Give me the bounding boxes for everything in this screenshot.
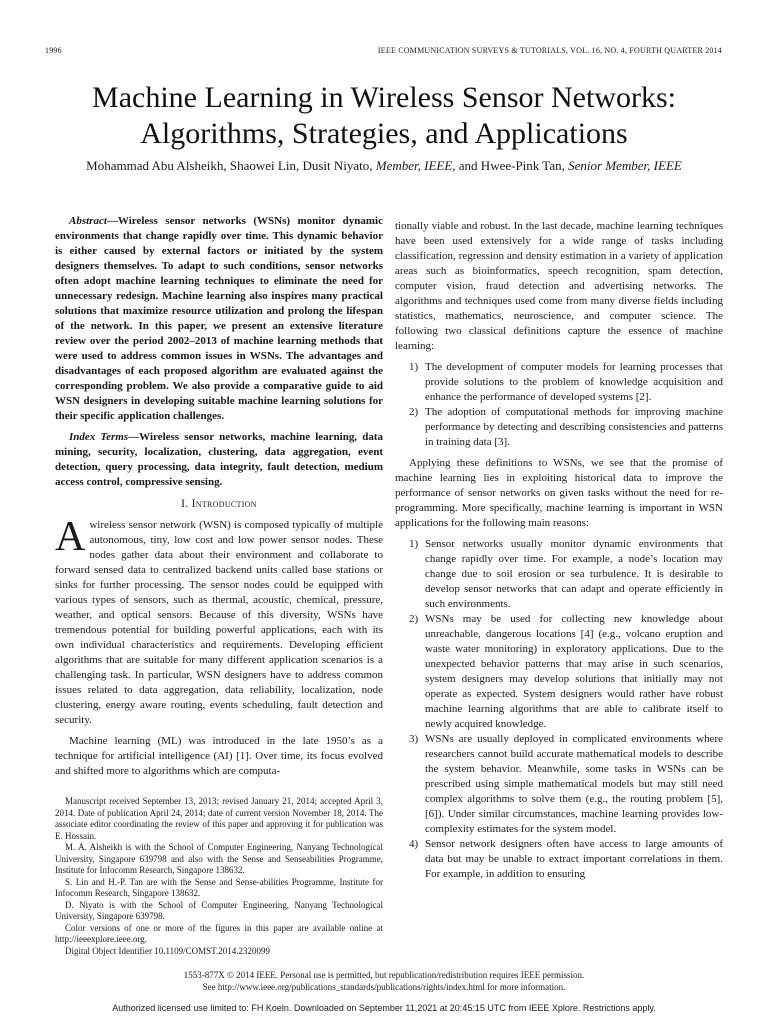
list-item — [395, 360, 723, 405]
footnote-manuscript: Manuscript received September 13, 2013; revised January 21, 2014; accepted April 3, 2014. Date of publication April 24, 2014; date of current version November 18, 2014. The associate editor coordinating the review of this paper and approving it for publication was E. Hossain. — [55, 796, 383, 841]
list-item — [395, 612, 723, 732]
index-terms-text: —Wireless sensor networks, machine learning, data mining, security, localization, clustering, data aggregation, event detection, query processing, data integrity, fault detection, medium access control, compressive sensing. — [55, 431, 383, 488]
abstract-text: —Wireless sensor networks (WSNs) monitor dynamic environments that change rapidly over time. This dynamic behavior is either caused by external factors or initiated by the system designers themselves. To adapt to such conditions, sensor networks often adopt machine learning techniques to eliminate the need for unnecessary redesign. Machine learning also inspires many practical solutions that maximize resource utilization and prolong the lifespan of the network. In this paper, we present an extensive literature review over the period 2002–2013 of machine learning methods that were used to address common issues in WSNs. The advantages and disadvantages of each proposed algorithm are evaluated against the corresponding problem. We also provide a comparative guide to aid WSN designers in developing suitable machine learning solutions for their specific application challenges. — [55, 215, 383, 422]
journal-header: IEEE COMMUNICATION SURVEYS & TUTORIALS, VOL. 16, NO. 4, FOURTH QUARTER 2014 — [377, 46, 722, 55]
list-text: The adoption of computational methods for improving machine performance by detecting and describing consistencies and patterns in training data [3]. — [425, 406, 723, 448]
list-number: 4) — [409, 838, 419, 850]
list-number: 2) — [409, 613, 419, 625]
list-item — [395, 837, 723, 882]
footnote-color-versions: Color versions of one or more of the figures in this paper are available online at http://ieeexplore.ieee.org. — [55, 922, 383, 944]
author-names-2: , and Hwee-Pink Tan, — [452, 158, 569, 173]
copyright-notice — [0, 969, 768, 993]
left-column — [55, 214, 383, 785]
list-item — [395, 537, 723, 612]
list-text: Sensor network designers often have access to large amounts of data but may be unable to extract important correlations in them. For example, in addition to ensuring — [425, 838, 723, 880]
paper-title — [0, 80, 768, 152]
ml-intro-paragraph: tionally viable and robust. In the last decade, machine learning techniques have been used extensively for a wide range of tasks including classification, regression and density estimation in a variety of application areas such as bioinformatics, speech recognition, spam detection, computer vision, fraud detection and advertising networks. The algorithms and techniques used come from many diverse fields including statistics, mathematics, neuroscience, and computer science. The following two classical definitions capture the essence of machine learning: — [395, 220, 723, 352]
section-numeral: I. — [181, 498, 192, 510]
intro-paragraph-2: Machine learning (ML) was introduced in the late 1950’s as a technique for artificial intelligence (AI) [1]. Over time, its focus evolved and shifted more to algorithms which are computa- — [55, 735, 383, 777]
footnote-lin-tan: S. Lin and H.-P. Tan are with the Sense and Sense-abilities Programme, Institute for Infocomm Research, Singapore 138632. — [55, 876, 383, 898]
title-line-2: Algorithms, Strategies, and Applications — [140, 117, 628, 150]
author-membership: Member, IEEE — [375, 158, 453, 173]
title-line-1: Machine Learning in Wireless Sensor Networks: — [92, 81, 676, 114]
author-line — [0, 158, 768, 174]
drop-cap: A — [55, 514, 86, 560]
reasons-list — [395, 537, 723, 882]
list-text: WSNs may be used for collecting new knowledge about unreachable, dangerous locations [4] (e.g., volcano eruption and waste water monitoring) in exploratory applications. Due to the unexpected behavior patterns that may arise in such scenarios, system designers may develop solutions that initially may not operate as expected. System designers would rather have robust machine learning algorithms that are able to calibrate itself to newly acquired knowledge. — [425, 613, 723, 730]
footnote-niyato: D. Niyato is with the School of Computer Engineering, Nanyang Technological University, Singapore 639798. — [55, 899, 383, 921]
intro-paragraph-1 — [55, 514, 383, 728]
footnote-doi: Digital Object Identifier 10.1109/COMST.2014.2320099 — [65, 945, 270, 956]
section-title: Introduction — [191, 498, 257, 510]
list-item — [395, 732, 723, 837]
list-text: Sensor networks usually monitor dynamic environments that change rapidly over time. For example, a node’s location may change due to soil erosion or sea turbulence. It is desirable to develop sensor networks that can adapt and operate efficiently in such environments. — [425, 538, 723, 610]
copyright-line-1: 1553-877X © 2014 IEEE. Personal use is permitted, but republication/redistribution requires IEEE permission. — [183, 970, 585, 980]
list-number: 2) — [409, 406, 419, 418]
author-senior-membership: Senior Member, IEEE — [568, 158, 682, 173]
abstract — [55, 214, 383, 424]
right-column — [395, 219, 723, 888]
abstract-label: Abstract — [69, 215, 107, 227]
footnote-alsheikh: M. A. Alsheikh is with the School of Computer Engineering, Nanyang Technological University, Singapore 639798 and also with the Sense and Senseabilities Programme, Institute for Infocomm Research, Singapore 138632. — [55, 842, 383, 875]
author-names-1: Mohammad Abu Alsheikh, Shaowei Lin, Dusit Niyato, — [86, 158, 376, 173]
definitions-list — [395, 360, 723, 450]
copyright-line-2: See http://www.ieee.org/publications_standards/publications/rights/index.html for more information. — [202, 982, 566, 992]
list-number: 1) — [409, 538, 419, 550]
list-text: WSNs are usually deployed in complicated environments where researchers cannot build accurate mathematical models to describe the system behavior. Meanwhile, some tasks in WSNs can be prescribed using simple mathematical models but may still need complex algorithms to solve them (e.g., the routing problem [5], [6]). Under similar circumstances, machine learning provides low-complexity estimates for the system model. — [425, 733, 723, 835]
footnotes — [55, 796, 383, 957]
list-item — [395, 405, 723, 450]
index-terms — [55, 430, 383, 490]
list-number: 3) — [409, 733, 419, 745]
section-heading-introduction — [55, 497, 383, 512]
list-number: 1) — [409, 361, 419, 373]
wsn-promise-paragraph: Applying these definitions to WSNs, we see that the promise of machine learning lies in exploiting historical data to improve the performance of sensor networks on given tasks without the need for re-programming. More specifically, machine learning is important in WSN applications for the following main reasons: — [395, 457, 723, 529]
index-terms-label: Index Terms — [69, 431, 129, 443]
page-number: 1996 — [45, 46, 62, 55]
intro-paragraph-1-text: wireless sensor network (WSN) is composed typically of multiple autonomous, tiny, low cost and low power sensor nodes. These nodes gather data about their environment and collaborate to forward sensed data to centralized backend units called base stations or sinks for further processing. The sensor nodes could be equipped with various types of sensors, such as thermal, acoustic, chemical, pressure, weather, and optical sensors. Because of this diversity, WSNs have tremendous potential for building powerful applications, each with its own individual characteristics and requirements. Developing efficient algorithms that are suitable for many different application scenarios is a challenging task. In particular, WSN designers have to address common issues related to data aggregation, data reliability, localization, node clustering, energy aware routing, events scheduling, fault detection and security. — [55, 519, 383, 726]
list-text: The development of computer models for learning processes that provide solutions to the problem of knowledge acquisition and enhance the performance of developed systems [2]. — [425, 361, 723, 403]
authorized-use-notice: Authorized licensed use limited to: FH Koeln. Downloaded on September 11,2021 at 20:45:15 UTC from IEEE Xplore. Restrictions apply. — [112, 1003, 656, 1013]
